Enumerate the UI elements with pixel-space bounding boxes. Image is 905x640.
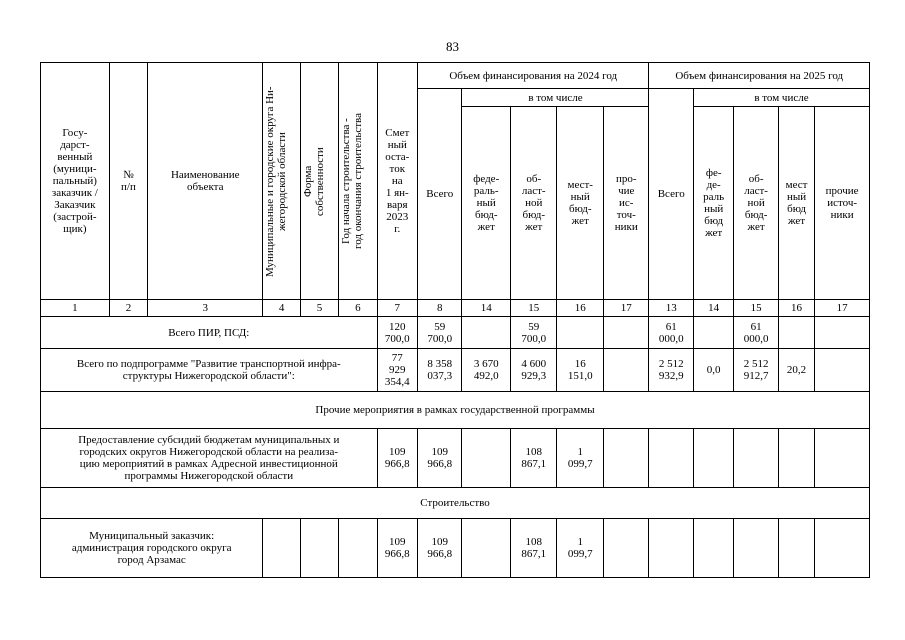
header-estimate-balance: Смет ный оста- ток на 1 ян- варя 2023 г. <box>377 63 417 300</box>
cell-local-2025: 20,2 <box>778 349 814 392</box>
cell-total-2024: 8 358 037,3 <box>418 349 462 392</box>
header-local-2025: мест ный бюд жет <box>778 107 814 300</box>
cell-ownership <box>300 519 338 578</box>
header-regional-2025: об- ласт- ной бюд- жет <box>734 107 778 300</box>
header-customer: Госу- дарст- венный (муници- пальный) заказчик / Заказчик (застрой- щик) <box>41 63 110 300</box>
cell-federal-2025 <box>693 317 733 349</box>
col-number: 17 <box>815 300 870 317</box>
cell-total-2025 <box>649 429 693 488</box>
cell-regional-2025: 2 512 912,7 <box>734 349 778 392</box>
cell-federal-2025: 0,0 <box>693 349 733 392</box>
cell-regional-2024: 4 600 929,3 <box>510 349 557 392</box>
cell-other-2024 <box>603 519 649 578</box>
row-label: Всего по подпрограмме "Развитие транспортной инфра- структуры Нижегородской области": <box>41 349 378 392</box>
cell-regional-2024: 108 867,1 <box>510 519 557 578</box>
col-number: 16 <box>557 300 604 317</box>
page-number: 83 <box>446 39 459 54</box>
col-number: 3 <box>148 300 263 317</box>
col-number: 7 <box>377 300 417 317</box>
header-ownership: Форма собственности <box>300 63 338 300</box>
cell-federal-2025 <box>693 429 733 488</box>
cell-estimate: 120 700,0 <box>377 317 417 349</box>
cell-regional-2024: 108 867,1 <box>510 429 557 488</box>
col-number: 4 <box>263 300 300 317</box>
cell-local-2024: 16 151,0 <box>557 349 604 392</box>
cell-other-2025 <box>815 317 870 349</box>
cell-federal-2024 <box>462 317 511 349</box>
header-row-1 <box>41 63 870 89</box>
cell-estimate: 77 929 354,4 <box>377 349 417 392</box>
col-number: 15 <box>734 300 778 317</box>
header-total-2024: Всего <box>418 89 462 300</box>
header-total-2025: Всего <box>649 89 693 300</box>
cell-federal-2025 <box>693 519 733 578</box>
cell-total-2024: 109 966,8 <box>418 429 462 488</box>
header-municipal-area: Муниципальные и городские округа Ни- жегородской области <box>263 63 300 300</box>
col-number: 13 <box>649 300 693 317</box>
row-label: Муниципальный заказчик: администрация городского округа город Арзамас <box>41 519 263 578</box>
cell-total-2025: 2 512 932,9 <box>649 349 693 392</box>
header-fin-2024: Объем финансирования на 2024 год <box>418 63 649 89</box>
header-fin-2025: Объем финансирования на 2025 год <box>649 63 870 89</box>
cell-regional-2025 <box>734 519 778 578</box>
row-label: Предоставление субсидий бюджетам муниципальных и городских округов Нижегородской области на реализа- цию мероприятий в рамках Адресной инвестиционной программы Нижегородской области <box>41 429 378 488</box>
financing-table <box>40 62 870 578</box>
cell-regional-2025: 61 000,0 <box>734 317 778 349</box>
col-number: 6 <box>339 300 377 317</box>
cell-other-2024 <box>603 349 649 392</box>
cell-total-2025 <box>649 519 693 578</box>
header-including-2024: в том числе <box>462 89 649 107</box>
cell-estimate: 109 966,8 <box>377 519 417 578</box>
cell-federal-2024 <box>462 519 511 578</box>
header-federal-2025: фе- де- раль ный бюд жет <box>693 107 733 300</box>
cell-local-2025 <box>778 519 814 578</box>
cell-other-2024 <box>603 429 649 488</box>
cell-municipal-area <box>263 519 300 578</box>
table-row-subsidy <box>41 429 870 488</box>
cell-other-2024 <box>603 317 649 349</box>
table-row-pir <box>41 317 870 349</box>
col-number: 16 <box>778 300 814 317</box>
header-regional-2024: об- ласт- ной бюд- жет <box>510 107 557 300</box>
header-num: № п/п <box>109 63 147 300</box>
cell-local-2025 <box>778 429 814 488</box>
cell-other-2025 <box>815 519 870 578</box>
column-numbers-row <box>41 300 870 317</box>
cell-total-2024: 109 966,8 <box>418 519 462 578</box>
cell-estimate: 109 966,8 <box>377 429 417 488</box>
col-number: 8 <box>418 300 462 317</box>
cell-federal-2024 <box>462 429 511 488</box>
col-number: 17 <box>603 300 649 317</box>
cell-local-2024: 1 099,7 <box>557 429 604 488</box>
cell-federal-2024: 3 670 492,0 <box>462 349 511 392</box>
col-number: 15 <box>510 300 557 317</box>
cell-total-2024: 59 700,0 <box>418 317 462 349</box>
cell-years <box>339 519 377 578</box>
row-label: Всего ПИР, ПСД: <box>41 317 378 349</box>
cell-other-2025 <box>815 349 870 392</box>
header-object-name: Наименование объекта <box>148 63 263 300</box>
cell-local-2024: 1 099,7 <box>557 519 604 578</box>
cell-regional-2024: 59 700,0 <box>510 317 557 349</box>
table-row-subprogram <box>41 349 870 392</box>
section-row-other <box>41 392 870 429</box>
table-row-arzamas <box>41 519 870 578</box>
header-other-2024: про- чие ис- точ- ники <box>603 107 649 300</box>
header-other-2025: прочие источ- ники <box>815 107 870 300</box>
header-federal-2024: феде- раль- ный бюд- жет <box>462 107 511 300</box>
cell-total-2025: 61 000,0 <box>649 317 693 349</box>
cell-regional-2025 <box>734 429 778 488</box>
cell-local-2025 <box>778 317 814 349</box>
cell-other-2025 <box>815 429 870 488</box>
cell-local-2024 <box>557 317 604 349</box>
header-local-2024: мест- ный бюд- жет <box>557 107 604 300</box>
col-number: 2 <box>109 300 147 317</box>
col-number: 14 <box>462 300 511 317</box>
section-row-construction <box>41 488 870 519</box>
header-years: Год начала строительства - год окончания строительства <box>339 63 377 300</box>
col-number: 14 <box>693 300 733 317</box>
section-title: Прочие мероприятия в рамках государственной программы <box>41 392 870 429</box>
section-title: Строительство <box>41 488 870 519</box>
col-number: 5 <box>300 300 338 317</box>
header-including-2025: в том числе <box>693 89 869 107</box>
col-number: 1 <box>41 300 110 317</box>
